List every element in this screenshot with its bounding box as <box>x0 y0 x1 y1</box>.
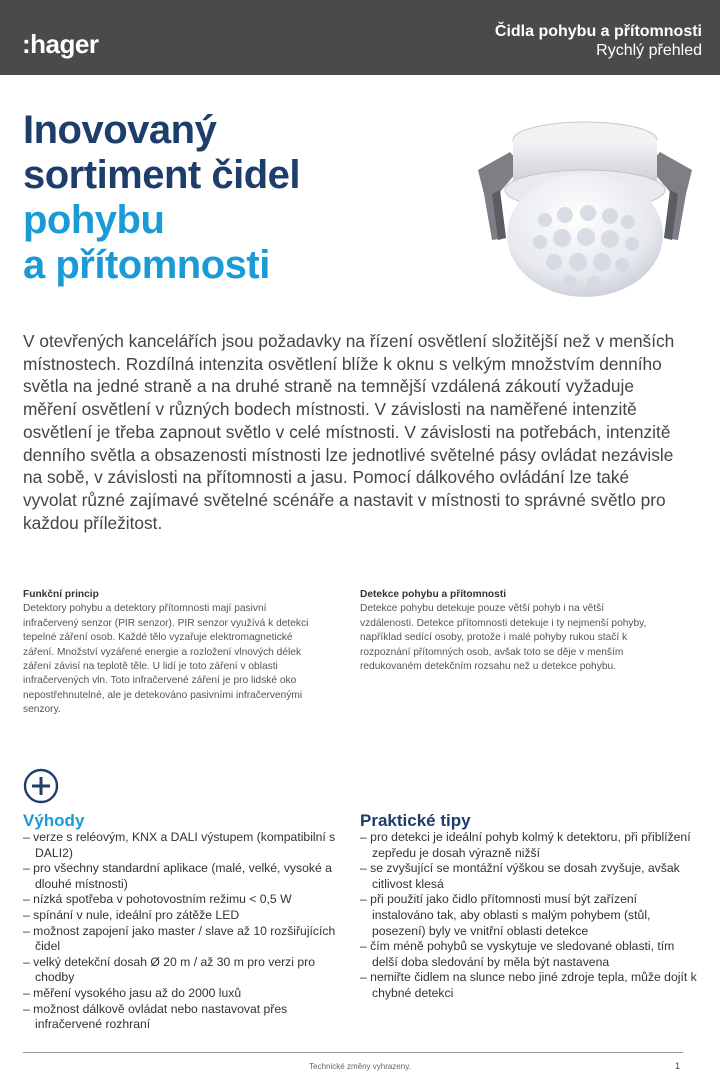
advantages-list <box>23 830 343 1033</box>
principle-text: Detektory pohybu a detektory přítomnosti mají pasivní infračervený senzor (PIR senzor). PIR senzor využívá k detekci tepelné záření osob. Každé tělo vyzařuje elektromagnetické záření. Množství vyzářené energie a rozložení vlnových délek záření závisí na teplotě těle. U lidí je toto záření v oblasti infračervených vln. Toto infračervené záření je pro lidské oko nepostřehnutelné, ale je detekováno pasivními infračervenými senzory. <box>23 603 309 716</box>
list-item: – při použití jako čidlo přítomnosti musí být zařízení instalováno tak, aby oblasti s malým pohybem (stůl, posezení) byly ve vnitřní oblasti detekce <box>360 892 700 939</box>
list-item: – spínání v nule, ideální pro zátěže LED <box>23 908 343 924</box>
hero-line-2: sortiment čidel <box>23 153 301 197</box>
list-item: – možnost dálkově ovládat nebo nastavovat přes infračervené rozhraní <box>23 1002 343 1033</box>
list-item: – se zvyšující se montážní výškou se dosah zvyšuje, avšak citlivost klesá <box>360 861 700 892</box>
list-item: – nemiřte čidlem na slunce nebo jiné zdroje tepla, může dojít k chybné detekci <box>360 970 700 1001</box>
principle-section <box>23 588 323 718</box>
list-item: – pro všechny standardní aplikace (malé, velké, vysoké a dlouhé místnosti) <box>23 861 343 892</box>
tips-title: Praktické tipy <box>360 811 471 830</box>
advantages-title: Výhody <box>23 811 85 830</box>
footer-note: Technické změny vyhrazeny. <box>309 1062 411 1071</box>
intro-paragraph: V otevřených kancelářích jsou požadavky na řízení osvětlení složitější než v menších místnostech. Rozdílná intenzita osvětlení blíže k oknu s velkým množstvím denního světla na jedné straně a na druhé straně na temnější vzdálená zákoutí vyžaduje měření osvětlení v různých bodech místnosti. V závislosti na naměřené intenzitě osvětlení je třeba zapnout světlo v celé místnosti. V závislosti na potřebách, intenzitě denního světla a obsazenosti místnosti lze jednotlivé světelné pásy ovládat nezávisle na sobě, v závislosti na přítomnosti a jasu. Pomocí dálkového ovládání lze také vyvolat různé zajímavé světelné scénáře a nastavit v místnosti to správné světlo pro každou příležitost. <box>23 331 675 533</box>
footer-divider <box>23 1052 683 1053</box>
list-item: – verze s reléovým, KNX a DALI výstupem (kompatibilní s DALI2) <box>23 830 343 861</box>
hero-line-4: a přítomnosti <box>23 243 270 287</box>
page-number: 1 <box>674 1061 680 1071</box>
tips-list <box>360 830 700 1002</box>
sensor-image <box>470 110 700 300</box>
page-header <box>0 0 720 75</box>
hero-line-1: Inovovaný <box>23 108 217 152</box>
principle-heading: Funkční princip <box>23 589 99 600</box>
list-item: – měření vysokého jasu až do 2000 luxů <box>23 986 343 1002</box>
plus-circle-icon <box>23 768 59 804</box>
list-item: – pro detekci je ideální pohyb kolmý k detektoru, při přiblížení zepředu je dosah výrazně nižší <box>360 830 700 861</box>
list-item: – možnost zapojení jako master / slave až 10 rozšiřujících čidel <box>23 924 343 955</box>
header-title: Čidla pohybu a přítomnosti <box>494 23 702 40</box>
header-subtitle: Rychlý přehled <box>596 42 702 59</box>
list-item: – čím méně pohybů se vyskytuje ve sledované oblasti, tím delší doba sledování by měla být nastavena <box>360 939 700 970</box>
detection-section <box>360 588 660 674</box>
hager-logo: :hager <box>22 29 99 59</box>
list-item: – nízká spotřeba v pohotovostním režimu < 0,5 W <box>23 892 343 908</box>
detection-text: Detekce pohybu detekuje pouze větší pohyb i na větší vzdálenosti. Detekce přítomnosti detekuje i ty nejmenší pohyby, například sedící osoby, protože i malé pohyby rukou stačí k rozpoznání přítomných osob, avšak toto se děje v menším redukovaném detekčním rozsahu než u detekce pohybu. <box>360 603 647 673</box>
detection-heading: Detekce pohybu a přítomnosti <box>360 589 507 600</box>
header-titles <box>495 22 702 61</box>
hero-title <box>23 108 443 288</box>
list-item: – velký detekční dosah Ø 20 m / až 30 m pro verzi pro chodby <box>23 955 343 986</box>
hero-line-3: pohybu <box>23 198 165 242</box>
